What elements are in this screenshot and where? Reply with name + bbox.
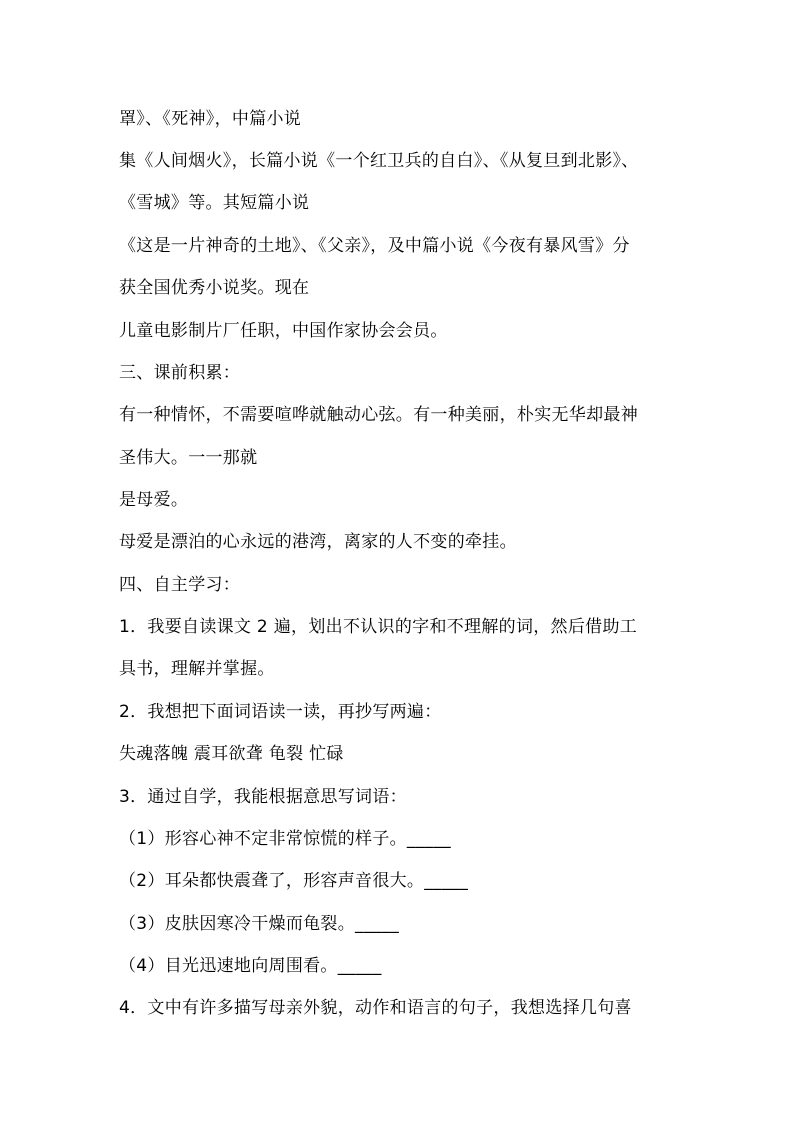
text-line: 有一种情怀，不需要喧哗就触动心弦。有一种美丽，朴实无华却最神 (119, 405, 638, 425)
text-line: 获全国优秀小说奖。现在 (119, 278, 310, 298)
text-line: 具书，理解并掌握。 (119, 659, 275, 679)
exercise-item: （2）耳朵都快震聋了，形容声音很大。_____ (119, 871, 469, 891)
section-heading: 三、课前积累： (119, 363, 241, 383)
text-line: 《这是一片神奇的土地》、《父亲》，及中篇小说《今夜有暴风雪》分 (119, 236, 630, 256)
section-heading: 四、自主学习： (119, 575, 241, 595)
text-line: 3．通过自学，我能根据意思写词语： (119, 787, 407, 807)
text-line: 圣伟大。一一那就 (119, 448, 258, 468)
text-line: 《雪城》等。其短篇小说 (119, 193, 310, 213)
text-line: 失魂落魄 震耳欲聋 龟裂 忙碌 (119, 744, 344, 764)
text-line: 罩》、《死神》，中篇小说 (119, 109, 302, 129)
exercise-item: （3）皮肤因寒冷干燥而龟裂。_____ (119, 914, 400, 934)
text-line: 母爱是漂泊的心永远的港湾，离家的人不变的牵挂。 (119, 532, 517, 552)
exercise-item: （4）目光迅速地向周围看。_____ (119, 956, 382, 976)
text-line: 儿童电影制片厂任职，中国作家协会会员。 (119, 321, 448, 341)
text-line: 1．我要自读课文 2 遍，划出不认识的字和不理解的词，然后借助工 (119, 617, 638, 637)
text-line: 2．我想把下面词语读一读，再抄写两遍： (119, 702, 442, 722)
text-line: 是母爱。 (119, 490, 189, 510)
exercise-item: （1）形容心神不定非常惊慌的样子。_____ (119, 829, 451, 849)
text-line: 集《人间烟火》，长篇小说《一个红卫兵的自白》、《从复旦到北影》、 (119, 151, 639, 171)
text-line: 4．文中有许多描写母亲外貌，动作和语言的句子，我想选择几句喜 (119, 998, 632, 1018)
